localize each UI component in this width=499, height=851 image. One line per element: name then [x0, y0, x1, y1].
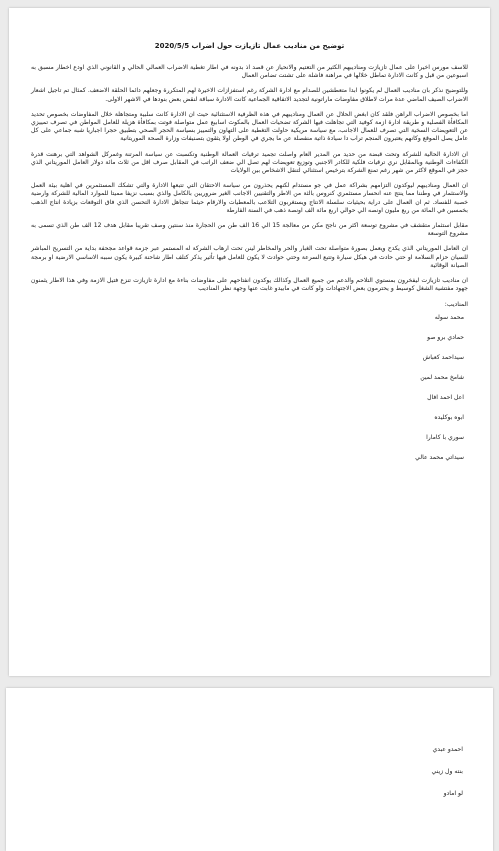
paragraph-6: مقابل استثمار متقشف في مشروع توسعة اكثر من ناجح مكن من معالجة 15 الي 16 الف طن من الحجارة منذ سنتين وصف تقريبا مقابل هدف 12 الف طن الذي تسمى به مشروع التوسعة [31, 222, 469, 238]
signature-name: حمادي برو صو [427, 334, 464, 342]
paragraph-4: ان الادارة الحالية للشركة وتحت قبضة من حديد من المدير العام واصلت تجميد ترقيات العمالة الوطنية وتكسبت عن سياسة المرتنة وغمركل الشواهد التي برهنت قدرة الكفاءات الوطنية وبالمقابل نري ترقيات فلكية للكادر الاجنبي وتوزيع تعويضات لهم تصل الي ضعف الراتب في المقابل صرف اقل من ثلاث مائة دولار العامل الموريتاني الذي حجز في الموقع لاكثر من شهر رغم تمنع الشركة بترخيص استثنائي لتنقل الاشخاص بين الولايات [31, 150, 468, 175]
paragraph-7: ان العامل الموريتاني الذي يكدح ويعمل بصورة متواصلة تحت الغبار والحر والمخاطر لينن تحت ارهاب الشركة له المستمر عبر جزمة قواعد مجحفة بداية من التسريح المباشر للسيان حزام السلامة او حتي حادث في هيكل سيارة وتتبع السرعة وحتي حوادث لا يكون للعامل فيها تأثير يذكر كتلف اطار شاحنة كبيرة يكون سببه الاساسي الارضية او برمجة الصيانة الوقائية [31, 245, 468, 269]
paragraph-2: وللتوضيح نذكر بان مناديب العمال لم يكونوا ابدا متعطشين للصدام مع ادارة الشركة رغم استفزازات الاخيرة لهم المتكررة وجعلهم دائما الحلقة الاضعف. كمثال تم تاجيل اشعار الاضراب الصيف الماضي عدة مرات لاطلاق مفاوضات ماراتونية لتجديد الاتفاقية الجماعية كانت الادارة سباقة لنقض بعض بنودها في الاشهر الاولى. [31, 87, 468, 103]
signatures-list [31, 314, 468, 462]
document-page-2 [6, 688, 493, 851]
paragraph-3: اما بخصوص الاضراب الراهن فلقد كان ابغض الحلال عن العمال ومناديبهم في هذه الظرفية الاستثنائية حيث ان الادارة كانت سلبية ومتجاهلة خلال المفاوضات بخصوص تحديد المكافأة الفصلية و طريقة ادارة ازمة كوفيد التي تجاهلت فيها الشركة تضحيات العمال بالمكوث اسابيع عمل متواصلة فوتت بمكافأة هزيلة للعامل المواطن في تصرف تمييزي عن التعويضات السخية التي تصرف للعمال الاجانب، مع سياسة مريكية حاولت التغطية على التهاون والتمييز بسياسة الحجر الصحي بتطبيق حجرا اجباريا شبه جماعي على كل عامل يصل الموقع وكانهم يعتبرون المنجم تراب دا سيادة ذاتية منفصلة عن ما يجري في الوطن اولا يثقون بتصنيفات وزارة الصحة الموريتانية [31, 110, 468, 143]
signature-name: سيداتي محمد عالي [415, 454, 464, 462]
signature-name: شامخ محمد لمين [420, 374, 464, 382]
signature-name: محمد سوله [434, 314, 464, 322]
signature-name: سيداحمد كعباش [422, 354, 464, 362]
paragraph-8: ان مناديب تازيازت ليفخرون بمستوي التلاحم والدعم من جميع العمال وكذالك يوكدون انفتاحهم على مفاوضات بناءة مع ادارة تازيازت تنزع فتيل الازمة وفي هذا الاطار يثمنون جهود مفتشية الشغل كوسيط و يحترمون بعض الاجتهادات ولو كانت في مابيدو غابت عنها وجهة نظر المناديب [31, 277, 468, 293]
document-page-1 [9, 8, 490, 676]
paragraph-5: ان العمال ومناديبهم ليوكدون التزامهم بشراكة عمل في جو مستدام لكنهم يحذرون من سياسة الاحتقان التي تتبعها الادارة والتي تشكك المستثمرين في اهلية بيئة العمل والاستثمار في وطننا مما ينتج عنه انحسار مستثمري كنروس بالثة من الاطر والتقنيين الاجانب الغير ضروريين بالكامل والذي بسبب نزيفا مميتا للموارد المالية للشركة وارضية خصبة للفساد. ثم ان العمال على دراية بحيثيات سلسلة الانتاج ويستغربون التلاعب بالمعطيات والارقام حيثما تتجاهل الادارة التحسن الذي فاق التوقعات بزيادة انتاج الذهب بخمسين في المائة من ربع مليون اونصه الي حوالي اربع مائة الف اونصة ذهب في السنة الفارطة [31, 182, 468, 214]
document-title: توضيح من مناديب عمال تازيازت حول اضراب 2020/5/5 [154, 42, 345, 50]
signature-name: سوري با كامارا [426, 434, 464, 442]
signatures-label: المناديب: [444, 301, 468, 309]
document-body [31, 64, 468, 474]
signature-name: احمدو عبدي [432, 746, 463, 753]
signature-name: لو امادو [443, 790, 463, 797]
signature-name: اعل احمد افال [427, 394, 464, 402]
paragraph-1: للاسف مورس اخيرا على عمال تازيازت ومناديبهم الكثير من التعتيم والانحياز عن قصد اذ بدونه في اطار تغطية الاضراب العمالي الحالي و القانوني الذي اودع اخطار مسبق به اسبوعين من قبل و كانت الادارة تماطل خلالها في مراهنة فاشلة على تشتت تضامن العمال [31, 64, 468, 80]
signatures-list-continued [6, 746, 493, 812]
signature-name: ابوه بوكليده [434, 414, 464, 422]
signature-name: بنته ول زيني [431, 768, 463, 775]
